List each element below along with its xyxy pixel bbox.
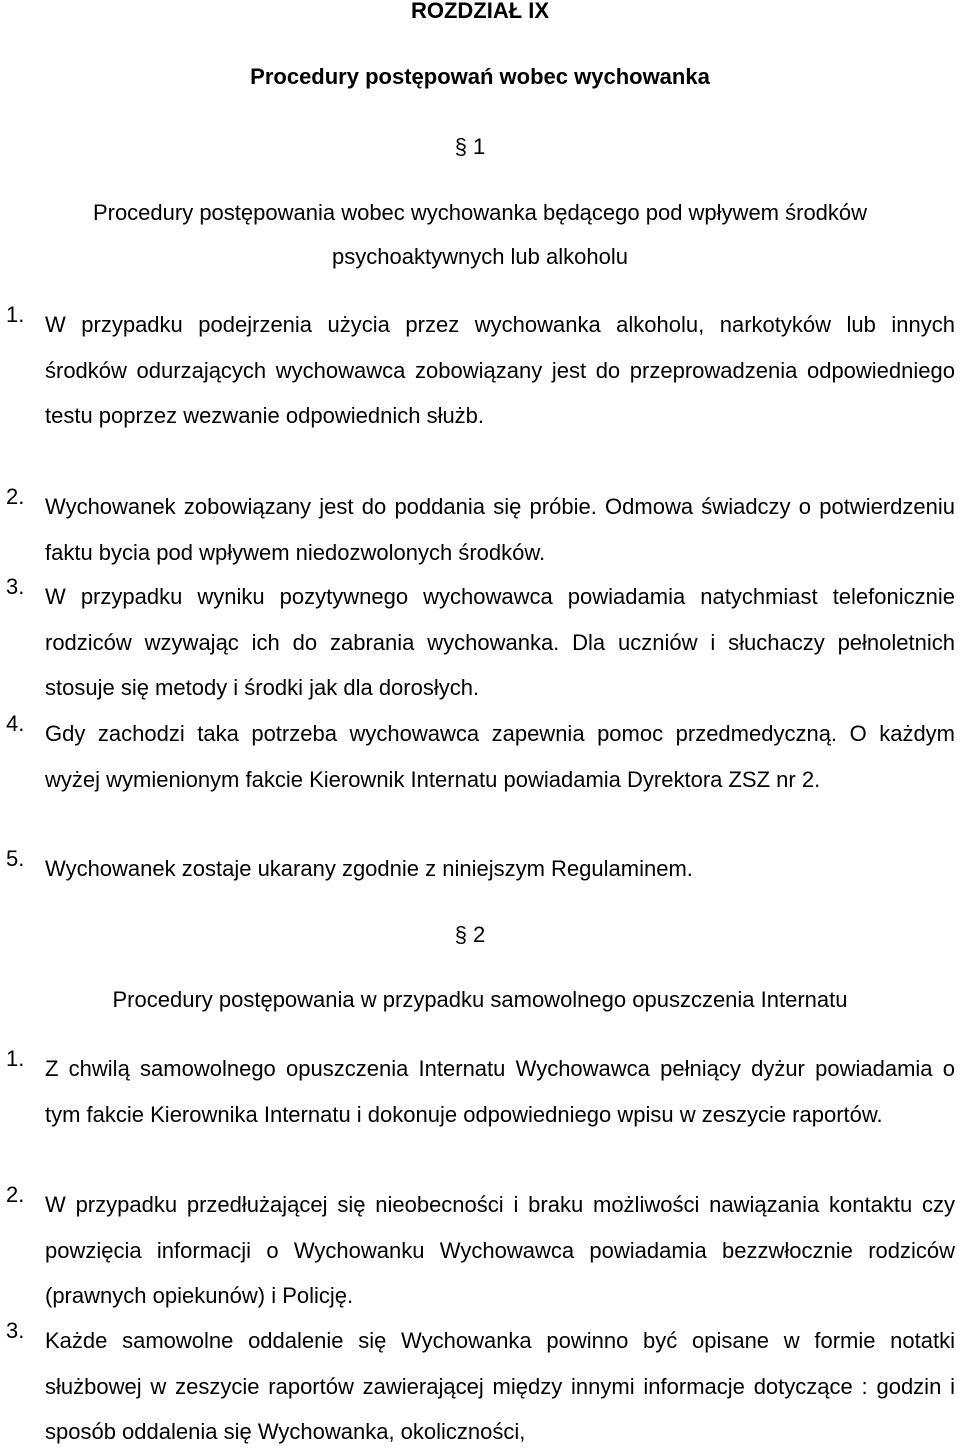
section-1-title-line-2: psychoaktywnych lub alkoholu [332,244,628,269]
item-text: W przypadku podejrzenia użycia przez wychowanka alkoholu, narkotyków lub innych środków odurzających wychowawca zobowiązany jest do przeprowadzenia odpowiedniego testu poprzez wezwanie odpowiednich służb. [45,312,955,428]
item-number: 3. [6,1318,25,1343]
item-text: W przypadku wyniku pozytywnego wychowawca powiadamia natychmiast telefonicznie rodziców wzywając ich do zabrania wychowanka. Dla uczniów i słuchaczy pełnoletnich stosuje się metody i środki jak dla dorosłych. [45,584,955,700]
item-text: W przypadku przedłużającej się nieobecności i braku możliwości nawiązania kontaktu czy powzięcia informacji o Wychowanku Wychowawca powiadamia bezzwłocznie rodziców (prawnych opiekunów) i Policję. [45,1192,955,1308]
item-text: Wychowanek zostaje ukarany zgodnie z niniejszym Regulaminem. [45,856,693,881]
chapter-subtitle: Procedury postępowań wobec wychowanka [250,64,710,89]
item-number: 2. [6,1182,25,1207]
item-text: Z chwilą samowolnego opuszczenia Internatu Wychowawca pełniący dyżur powiadamia o tym fakcie Kierownika Internatu i dokonuje odpowiedniego wpisu w zeszycie raportów. [45,1056,955,1127]
section-1-heading [0,134,940,160]
section-1-title-line-1: Procedury postępowania wobec wychowanka będącego pod wpływem środków [92,200,868,225]
section-2-heading [0,922,940,948]
item-number: 1. [6,302,25,327]
item-number: 2. [6,484,25,509]
section-sign-icon: § [454,134,474,159]
chapter-title: ROZDZIAŁ IX [410,0,550,23]
item-number: 5. [6,846,25,871]
section-sign-icon: § [454,922,474,947]
item-text: Wychowanek zobowiązany jest do poddania się próbie. Odmowa świadczy o potwierdzeniu faktu bycia pod wpływem niedozwolonych środków. [45,494,955,565]
section-1-number: 1 [473,134,486,159]
section-2-title: Procedury postępowania w przypadku samowolnego opuszczenia Internatu [112,987,848,1012]
item-number: 1. [6,1046,25,1071]
item-number: 3. [6,574,25,599]
item-number: 4. [6,711,25,736]
item-text: Każde samowolne oddalenie się Wychowanka powinno być opisane w formie notatki służbowej w zeszycie raportów zawierającej między innymi informacje dotyczące : godzin i sposób oddalenia się Wychowanka, okoliczności, [45,1328,955,1444]
section-2-number: 2 [473,922,486,947]
item-text: Gdy zachodzi taka potrzeba wychowawca zapewnia pomoc przedmedyczną. O każdym wyżej wymienionym fakcie Kierownik Internatu powiadamia Dyrektora ZSZ nr 2. [45,721,955,792]
